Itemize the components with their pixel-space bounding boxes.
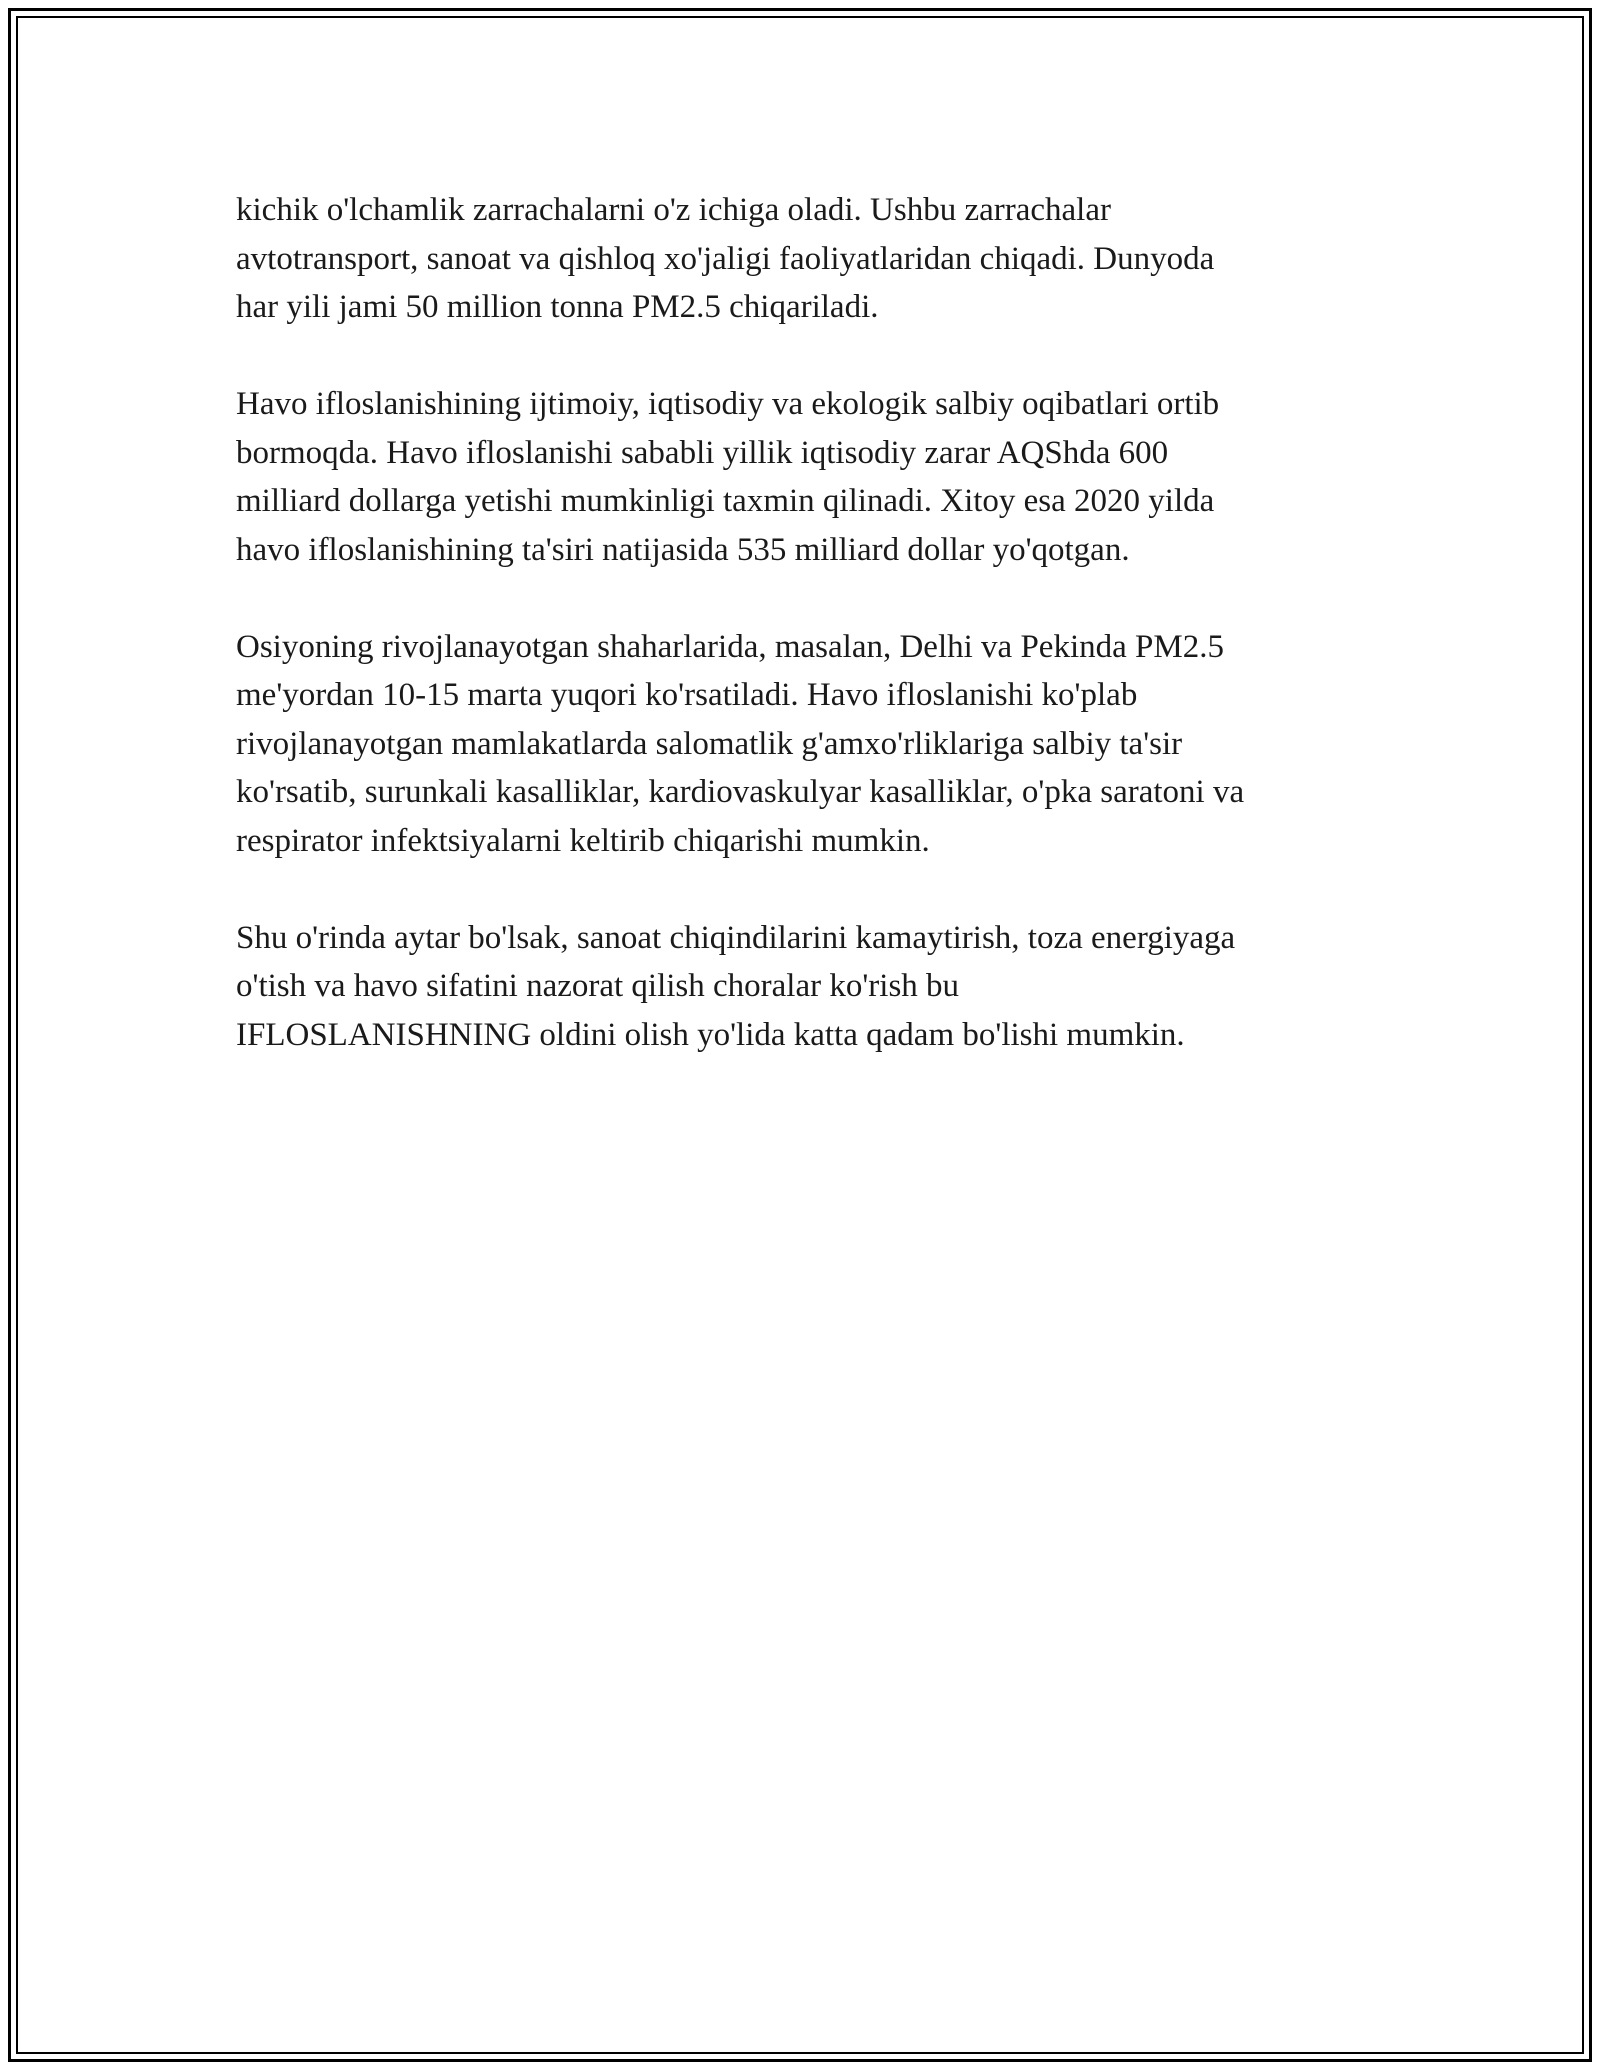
document-body xyxy=(236,186,1386,1108)
paragraph-conclusion: Shu o'rinda aytar bo'lsak, sanoat chiqindilarini kamaytirish, toza energiyaga o'tish va havo sifatini nazorat qilish choralar ko'rish bu IFLOSLANISHNING oldini olish yo'lida katta qadam bo'lishi mumkin. xyxy=(236,919,1236,1053)
paragraph-economic-damage: Havo ifloslanishining ijtimoiy, iqtisodiy va ekologik salbiy oqibatlari ortib bormoqda. Havo ifloslanishi sababli yillik iqtisodiy zarar AQShda 600 milliard dollarga yetishi mumkinligi taxmin qilinadi. Xitoy esa 2020 yilda havo ifloslanishining ta'siri natijasida 535 milliard dollar yo'qotgan. xyxy=(236,386,1220,568)
paragraph-asian-cities-health: Osiyoning rivojlanayotgan shaharlarida, masalan, Delhi va Pekinda PM2.5 me'yordan 10-15 marta yuqori ko'rsatiladi. Havo ifloslanishi ko'plab rivojlanayotgan mamlakatlarda salomatlik g'amxo'rliklariga salbiy ta'sir ko'rsatib, surunkali kasalliklar, kardiovaskulyar kasalliklar, o'pka saratoni va respirator infektsiyalarni keltirib chiqarishi mumkin. xyxy=(236,628,1245,859)
paragraph-pm25-sources: kichik o'lchamlik zarrachalarni o'z ichiga oladi. Ushbu zarrachalar avtotransport, sanoat va qishloq xo'jaligi faoliyatlaridan chiqadi. Dunyoda har yili jami 50 million tonna PM2.5 chiqariladi. xyxy=(236,192,1215,325)
